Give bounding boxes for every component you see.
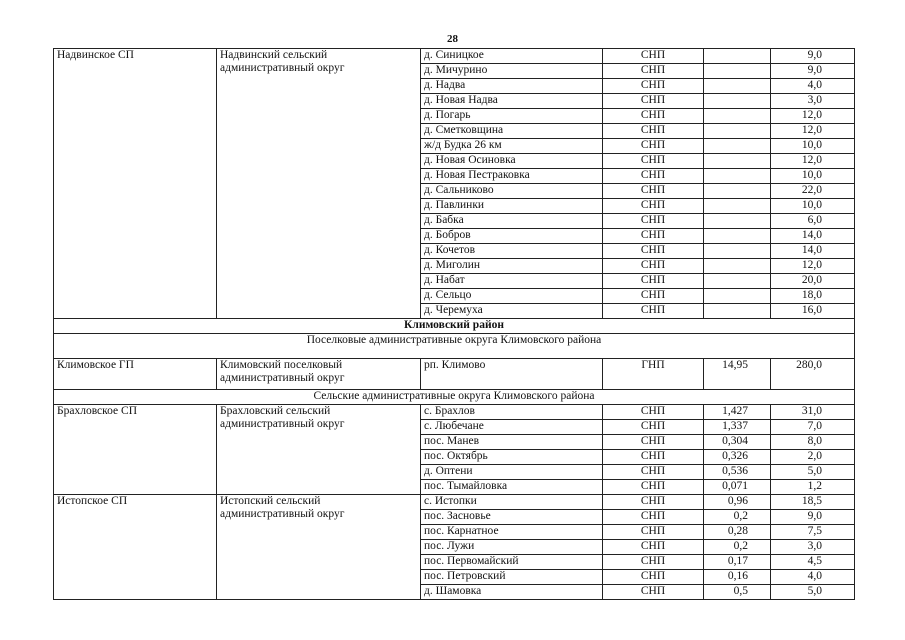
area-cell: 0,071 bbox=[704, 480, 771, 495]
settlement-cell: д. Миголин bbox=[421, 259, 603, 274]
population-cell: 20,0 bbox=[771, 274, 855, 289]
sp-name-cell: Истопское СП bbox=[54, 495, 217, 600]
table-row bbox=[54, 495, 855, 510]
population-cell: 16,0 bbox=[771, 304, 855, 319]
population-cell: 8,0 bbox=[771, 435, 855, 450]
settlement-cell: д. Погарь bbox=[421, 109, 603, 124]
area-cell bbox=[704, 109, 771, 124]
okrug-name-cell: Истопский сельский административный округ bbox=[217, 495, 421, 600]
population-cell: 5,0 bbox=[771, 465, 855, 480]
settlement-type-cell: ГНП bbox=[603, 359, 704, 390]
population-cell: 3,0 bbox=[771, 540, 855, 555]
settlement-cell: пос. Карнатное bbox=[421, 525, 603, 540]
table-row bbox=[54, 359, 855, 390]
settlement-cell: д. Надва bbox=[421, 79, 603, 94]
population-cell: 9,0 bbox=[771, 64, 855, 79]
area-cell bbox=[704, 229, 771, 244]
settlement-cell: д. Сельцо bbox=[421, 289, 603, 304]
settlement-type-cell: СНП bbox=[603, 540, 704, 555]
area-cell bbox=[704, 139, 771, 154]
population-cell: 12,0 bbox=[771, 124, 855, 139]
table-row bbox=[54, 49, 855, 64]
area-cell: 0,16 bbox=[704, 570, 771, 585]
population-cell: 1,2 bbox=[771, 480, 855, 495]
settlement-cell: д. Сметковщина bbox=[421, 124, 603, 139]
settlement-type-cell: СНП bbox=[603, 214, 704, 229]
settlement-type-cell: СНП bbox=[603, 420, 704, 435]
district-title: Климовский район bbox=[54, 319, 855, 334]
area-cell bbox=[704, 64, 771, 79]
population-cell: 14,0 bbox=[771, 244, 855, 259]
area-cell: 1,427 bbox=[704, 405, 771, 420]
settlement-cell: пос. Засновье bbox=[421, 510, 603, 525]
settlement-cell: с. Истопки bbox=[421, 495, 603, 510]
settlement-cell: д. Черемуха bbox=[421, 304, 603, 319]
area-cell: 0,17 bbox=[704, 555, 771, 570]
area-cell bbox=[704, 214, 771, 229]
settlement-type-cell: СНП bbox=[603, 510, 704, 525]
area-cell: 0,5 bbox=[704, 585, 771, 600]
settlement-type-cell: СНП bbox=[603, 480, 704, 495]
table-row bbox=[54, 405, 855, 420]
settlement-cell: д. Бабка bbox=[421, 214, 603, 229]
population-cell: 12,0 bbox=[771, 109, 855, 124]
population-cell: 12,0 bbox=[771, 154, 855, 169]
settlement-type-cell: СНП bbox=[603, 304, 704, 319]
area-cell bbox=[704, 94, 771, 109]
settlement-cell: д. Сальниково bbox=[421, 184, 603, 199]
settlement-cell: д. Новая Осиновка bbox=[421, 154, 603, 169]
area-cell: 0,96 bbox=[704, 495, 771, 510]
area-cell bbox=[704, 49, 771, 64]
area-cell: 14,95 bbox=[704, 359, 771, 390]
population-cell: 2,0 bbox=[771, 450, 855, 465]
settlement-cell: пос. Тымайловка bbox=[421, 480, 603, 495]
settlement-type-cell: СНП bbox=[603, 435, 704, 450]
sp-name-cell: Надвинское СП bbox=[54, 49, 217, 319]
population-cell: 7,0 bbox=[771, 420, 855, 435]
settlement-cell: д. Шамовка bbox=[421, 585, 603, 600]
settlement-type-cell: СНП bbox=[603, 465, 704, 480]
table-body bbox=[54, 49, 855, 600]
population-cell: 4,0 bbox=[771, 570, 855, 585]
population-cell: 18,0 bbox=[771, 289, 855, 304]
section-header-row bbox=[54, 334, 855, 359]
population-cell: 280,0 bbox=[771, 359, 855, 390]
area-cell: 0,326 bbox=[704, 450, 771, 465]
area-cell: 0,536 bbox=[704, 465, 771, 480]
settlement-cell: д. Кочетов bbox=[421, 244, 603, 259]
population-cell: 22,0 bbox=[771, 184, 855, 199]
settlement-cell: д. Новая Надва bbox=[421, 94, 603, 109]
population-cell: 14,0 bbox=[771, 229, 855, 244]
population-cell: 10,0 bbox=[771, 199, 855, 214]
settlement-type-cell: СНП bbox=[603, 585, 704, 600]
district-header-row bbox=[54, 319, 855, 334]
area-cell bbox=[704, 169, 771, 184]
settlement-type-cell: СНП bbox=[603, 169, 704, 184]
settlement-cell: д. Новая Пестраковка bbox=[421, 169, 603, 184]
settlement-cell: пос. Лужи bbox=[421, 540, 603, 555]
page-number: 28 bbox=[447, 33, 458, 45]
settlement-cell: пос. Октябрь bbox=[421, 450, 603, 465]
settlement-cell: д. Оптени bbox=[421, 465, 603, 480]
population-cell: 4,5 bbox=[771, 555, 855, 570]
settlement-cell: д. Синицкое bbox=[421, 49, 603, 64]
area-cell bbox=[704, 304, 771, 319]
settlement-type-cell: СНП bbox=[603, 94, 704, 109]
area-cell bbox=[704, 184, 771, 199]
section-header-row bbox=[54, 390, 855, 405]
area-cell bbox=[704, 244, 771, 259]
area-cell: 1,337 bbox=[704, 420, 771, 435]
population-cell: 9,0 bbox=[771, 510, 855, 525]
area-cell bbox=[704, 154, 771, 169]
area-cell bbox=[704, 274, 771, 289]
settlement-cell: ж/д Будка 26 км bbox=[421, 139, 603, 154]
population-cell: 3,0 bbox=[771, 94, 855, 109]
settlement-type-cell: СНП bbox=[603, 199, 704, 214]
settlement-cell: рп. Климово bbox=[421, 359, 603, 390]
area-cell: 0,304 bbox=[704, 435, 771, 450]
settlement-type-cell: СНП bbox=[603, 450, 704, 465]
settlement-cell: д. Набат bbox=[421, 274, 603, 289]
population-cell: 12,0 bbox=[771, 259, 855, 274]
area-cell: 0,28 bbox=[704, 525, 771, 540]
area-cell bbox=[704, 79, 771, 94]
section-title: Поселковые административные округа Климовского района bbox=[54, 334, 855, 359]
okrug-name-cell: Климовский поселковый административный округ bbox=[217, 359, 421, 390]
section-title: Сельские административные округа Климовского района bbox=[54, 390, 855, 405]
settlement-type-cell: СНП bbox=[603, 570, 704, 585]
population-cell: 10,0 bbox=[771, 169, 855, 184]
settlement-cell: пос. Первомайский bbox=[421, 555, 603, 570]
area-cell: 0,2 bbox=[704, 510, 771, 525]
settlement-cell: с. Любечане bbox=[421, 420, 603, 435]
population-cell: 18,5 bbox=[771, 495, 855, 510]
area-cell bbox=[704, 199, 771, 214]
settlement-type-cell: СНП bbox=[603, 64, 704, 79]
settlement-type-cell: СНП bbox=[603, 259, 704, 274]
area-cell: 0,2 bbox=[704, 540, 771, 555]
sp-name-cell: Брахловское СП bbox=[54, 405, 217, 495]
settlement-type-cell: СНП bbox=[603, 244, 704, 259]
area-cell bbox=[704, 124, 771, 139]
settlement-cell: с. Брахлов bbox=[421, 405, 603, 420]
area-cell bbox=[704, 289, 771, 304]
settlement-cell: д. Бобров bbox=[421, 229, 603, 244]
okrug-name-cell: Брахловский сельский административный округ bbox=[217, 405, 421, 495]
settlement-type-cell: СНП bbox=[603, 274, 704, 289]
settlement-type-cell: СНП bbox=[603, 229, 704, 244]
settlement-type-cell: СНП bbox=[603, 139, 704, 154]
settlement-type-cell: СНП bbox=[603, 405, 704, 420]
population-cell: 5,0 bbox=[771, 585, 855, 600]
population-cell: 9,0 bbox=[771, 49, 855, 64]
population-cell: 7,5 bbox=[771, 525, 855, 540]
settlement-type-cell: СНП bbox=[603, 495, 704, 510]
settlements-table bbox=[53, 48, 855, 600]
settlement-type-cell: СНП bbox=[603, 184, 704, 199]
population-cell: 10,0 bbox=[771, 139, 855, 154]
population-cell: 31,0 bbox=[771, 405, 855, 420]
population-cell: 6,0 bbox=[771, 214, 855, 229]
settlement-type-cell: СНП bbox=[603, 289, 704, 304]
settlement-type-cell: СНП bbox=[603, 49, 704, 64]
settlement-type-cell: СНП bbox=[603, 154, 704, 169]
settlement-cell: пос. Манев bbox=[421, 435, 603, 450]
settlement-type-cell: СНП bbox=[603, 525, 704, 540]
area-cell bbox=[704, 259, 771, 274]
settlement-type-cell: СНП bbox=[603, 124, 704, 139]
settlement-type-cell: СНП bbox=[603, 79, 704, 94]
sp-name-cell: Климовское ГП bbox=[54, 359, 217, 390]
settlement-type-cell: СНП bbox=[603, 555, 704, 570]
settlement-cell: пос. Петровский bbox=[421, 570, 603, 585]
settlement-type-cell: СНП bbox=[603, 109, 704, 124]
settlement-cell: д. Мичурино bbox=[421, 64, 603, 79]
settlement-cell: д. Павлинки bbox=[421, 199, 603, 214]
okrug-name-cell: Надвинский сельский административный округ bbox=[217, 49, 421, 319]
population-cell: 4,0 bbox=[771, 79, 855, 94]
